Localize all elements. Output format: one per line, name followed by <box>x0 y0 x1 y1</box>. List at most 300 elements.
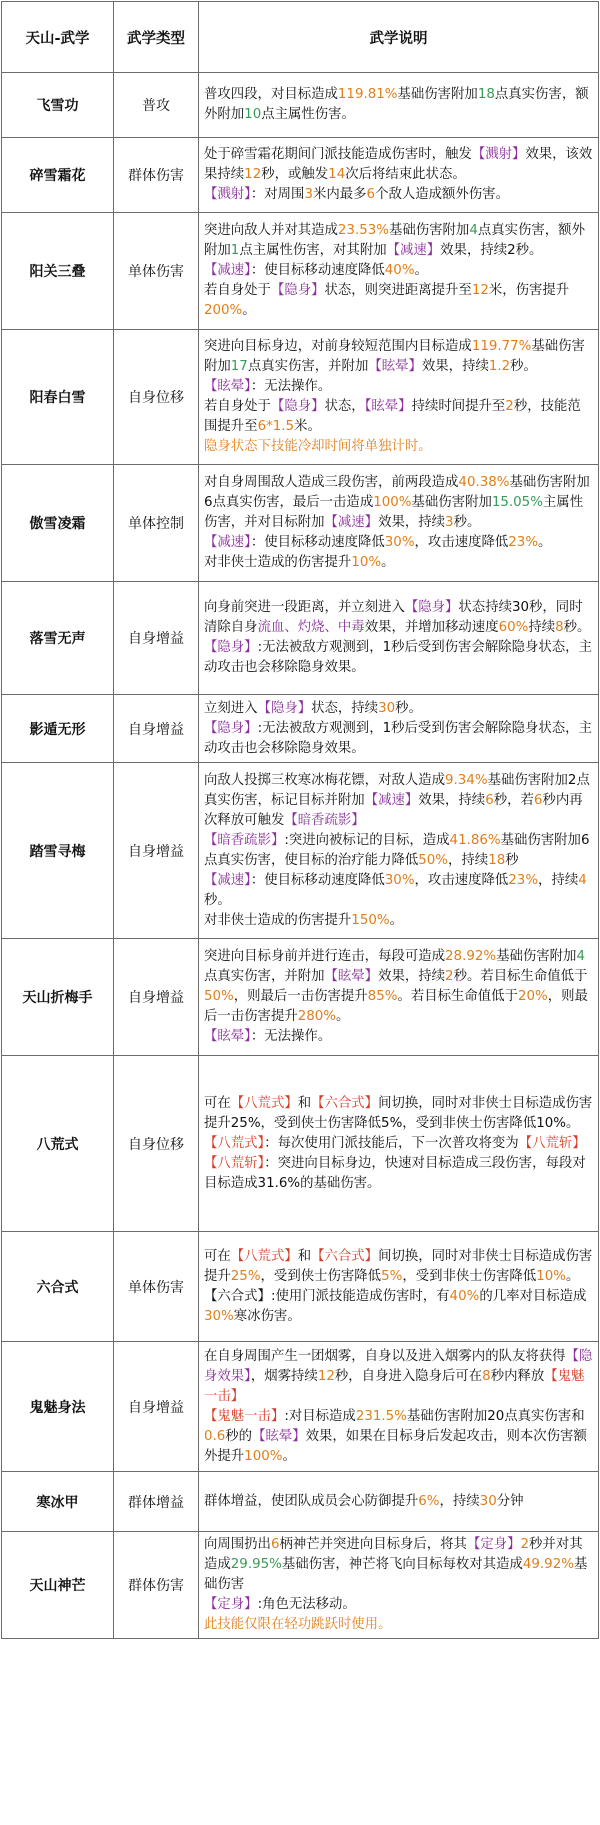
description-text: 此技能仅限在轻功跳跃时使用。 <box>204 1617 392 1632</box>
description-paragraph <box>204 533 593 553</box>
skill-name: 落雪无声 <box>2 582 114 695</box>
description-text: 秒。 <box>563 620 591 635</box>
description-text: 【八荒式】 <box>204 1135 265 1151</box>
table-body <box>2 73 599 1639</box>
description-text: 49.92% <box>522 1557 574 1572</box>
description-paragraph <box>204 947 593 1027</box>
description-text: 10% <box>351 555 382 570</box>
description-paragraph <box>204 1595 593 1615</box>
description-text: 【鬼魅一击】 <box>204 1408 285 1424</box>
description-text: 群体增益，使团队成员会心防御提升 <box>204 1493 419 1509</box>
description-text: 。若目标生命值低于 <box>397 989 518 1004</box>
skill-name: 飞雪功 <box>2 73 114 138</box>
description-text: 【隐身】 <box>257 700 312 716</box>
description-paragraph <box>204 221 593 261</box>
description-text: 突进向敌人并对其造成 <box>204 223 338 238</box>
skill-name: 天山神芒 <box>2 1532 114 1639</box>
table-row <box>2 73 599 138</box>
skill-type: 自身增益 <box>114 582 199 695</box>
description-text: 秒，技能范围提升至 <box>204 399 581 434</box>
description-text: 状态，持续 <box>311 700 379 716</box>
description-paragraph <box>204 1247 593 1287</box>
description-text: 。 <box>414 263 428 278</box>
description-text: 【隐身】 <box>270 283 325 298</box>
skill-description <box>199 582 599 695</box>
skill-type: 单体控制 <box>114 465 199 582</box>
description-text: 【定身】 <box>466 1537 521 1552</box>
skill-description <box>199 939 599 1056</box>
description-text: ，烟雾持续 <box>250 1368 318 1384</box>
description-text: ：无法操作。 <box>250 379 332 394</box>
description-paragraph <box>204 473 593 533</box>
description-paragraph <box>204 397 593 437</box>
description-text: 持续 <box>528 620 556 635</box>
description-text: 23% <box>508 535 539 550</box>
description-text: 效果，并增加移动速度 <box>364 620 499 635</box>
description-text: 1 <box>230 243 240 258</box>
description-text: 6 <box>366 187 376 202</box>
description-text: 秒，自身进入隐身后可在 <box>334 1368 483 1384</box>
description-text: 可在 <box>204 1248 231 1264</box>
description-text: 点真实伤害，并附加 <box>204 969 325 984</box>
description-text: 。 <box>242 303 256 318</box>
table-row <box>2 1056 599 1232</box>
description-text: 【六合式】:使用门派技能造成伤害时，有 <box>204 1288 450 1304</box>
description-text: 12 <box>471 283 489 298</box>
skill-name: 阳关三叠 <box>2 213 114 330</box>
description-text: 基础伤害附加2点真实伤害，标记目标并附加 <box>204 772 590 808</box>
description-text: 【八荒式】 <box>230 1248 298 1264</box>
description-text: 30% <box>384 535 415 550</box>
description-paragraph <box>204 1615 593 1635</box>
description-paragraph <box>204 1492 593 1512</box>
description-text: 4 <box>578 872 587 888</box>
description-text: 点主属性伤害，对其附加 <box>239 243 387 258</box>
description-text: ，攻击速度降低 <box>414 872 509 888</box>
description-text: 4 <box>576 949 585 964</box>
description-text: 秒。 <box>453 515 481 530</box>
description-text: 米内最多 <box>312 187 367 202</box>
skill-description <box>199 1056 599 1232</box>
skill-description <box>199 695 599 763</box>
skill-name: 傲雪凌霜 <box>2 465 114 582</box>
description-text: 【六合式】 <box>311 1248 379 1264</box>
description-text: 。 <box>389 912 403 928</box>
description-paragraph <box>204 719 593 759</box>
description-paragraph <box>204 911 593 931</box>
skill-description <box>199 330 599 465</box>
description-text: 6 <box>533 792 543 808</box>
skill-name: 踏雪寻梅 <box>2 763 114 939</box>
description-text: 2 <box>505 399 514 414</box>
description-text: ：使目标移动速度降低 <box>250 263 385 278</box>
description-text: 。 <box>381 555 395 570</box>
skill-type: 单体伤害 <box>114 213 199 330</box>
header-skill-desc: 武学说明 <box>199 2 599 73</box>
description-text: 【八荒式】 <box>230 1095 298 1111</box>
description-text: 0.6 <box>204 1428 226 1444</box>
description-text: 秒，若 <box>493 792 534 808</box>
table-row <box>2 1472 599 1532</box>
description-text: 40% <box>449 1288 480 1304</box>
skill-name: 碎雪霜花 <box>2 138 114 213</box>
description-text: 基础伤害附加 <box>496 949 577 964</box>
description-text: 【八荒斩】 <box>204 1155 265 1171</box>
table-row <box>2 1532 599 1639</box>
description-text: 点真实伤害，额外附加 <box>204 87 589 122</box>
description-text: 效果，如果在目标身后发起攻击，则本次伤害额外提升 <box>204 1428 587 1464</box>
skill-name: 天山折梅手 <box>2 939 114 1056</box>
description-text: 隐身状态下技能冷却时间将单独计时。 <box>204 439 432 454</box>
description-text: :对目标造成 <box>284 1408 356 1424</box>
description-text: 12 <box>244 167 262 182</box>
description-text: 的几率对目标造成 <box>479 1288 587 1304</box>
skill-name: 鬼魅身法 <box>2 1342 114 1472</box>
description-text: 17 <box>230 359 248 374</box>
description-text: 状态，则突进距离提升至 <box>324 283 472 298</box>
description-text: ，则最后一击伤害提升 <box>233 989 368 1004</box>
description-text: 效果，持续 <box>378 515 446 530</box>
description-text: ，持续 <box>538 872 579 888</box>
description-text: 若自身处于 <box>204 283 271 298</box>
description-text: 18 <box>488 852 506 868</box>
description-text: 和 <box>297 1095 312 1111</box>
description-text: 28.92% <box>445 949 497 964</box>
description-text: 。 <box>282 1448 296 1464</box>
description-text: 若自身处于 <box>204 399 271 414</box>
description-paragraph <box>204 771 593 831</box>
description-text: 基础伤害，神芒将飞向目标每枚对其造成 <box>281 1557 523 1572</box>
skill-type: 自身增益 <box>114 1342 199 1472</box>
skill-description <box>199 1232 599 1342</box>
description-text: 秒并对其造成 <box>204 1537 583 1572</box>
description-paragraph <box>204 1094 593 1134</box>
description-text: 主属性伤害，并对目标附加 <box>204 495 584 530</box>
table-row <box>2 939 599 1056</box>
description-text: 【隐身】 <box>204 640 258 655</box>
table-header-row <box>2 2 599 73</box>
description-paragraph <box>204 337 593 377</box>
description-text: 米。 <box>294 419 321 434</box>
description-text: 【隐身】 <box>270 399 325 414</box>
skill-type: 自身位移 <box>114 330 199 465</box>
table-row <box>2 763 599 939</box>
description-text: :角色无法移动。 <box>257 1597 356 1612</box>
description-text: 2 <box>445 969 454 984</box>
description-paragraph <box>204 85 593 125</box>
description-text: 40.38% <box>458 475 510 490</box>
description-text: 处于碎雪霜花期间门派技能造成伤害时，触发 <box>204 147 472 162</box>
description-paragraph <box>204 1154 593 1194</box>
skill-type: 自身增益 <box>114 763 199 939</box>
description-paragraph <box>204 281 593 321</box>
description-text: 次后将结束此状态。 <box>345 167 466 182</box>
description-text: 119.77% <box>471 339 532 354</box>
description-paragraph <box>204 1347 593 1407</box>
description-text: ，持续 <box>439 1493 480 1509</box>
skill-type: 群体伤害 <box>114 1532 199 1639</box>
description-text: 30 <box>378 700 396 716</box>
skill-type: 自身位移 <box>114 1056 199 1232</box>
description-paragraph <box>204 598 593 638</box>
description-text: 。 <box>538 535 552 550</box>
description-text: 【六合式】 <box>311 1095 379 1111</box>
description-text: 【隐身】 <box>404 600 459 615</box>
description-text: 秒内释放 <box>490 1368 545 1384</box>
description-text: 基础伤害附加6点真实伤害，最后一击造成 <box>204 475 590 510</box>
description-text: 【减速】 <box>204 535 251 550</box>
description-text: 6 <box>485 792 494 808</box>
skill-table <box>1 1 599 1639</box>
description-text: ，则最后一击伤害提升 <box>204 989 588 1024</box>
description-text: 基础伤害附加 <box>397 87 478 102</box>
description-text: 持续时间提升至 <box>411 399 506 414</box>
description-paragraph <box>204 377 593 397</box>
description-text: 效果，持续2秒。 <box>440 243 543 258</box>
description-text: 280% <box>297 1009 337 1024</box>
description-text: 对非侠士造成的伤害提升 <box>204 912 352 928</box>
description-text: 4 <box>469 223 478 238</box>
description-text: 点主属性伤害。 <box>261 107 355 122</box>
description-text: 10% <box>536 1268 566 1284</box>
description-text: 9.34% <box>445 772 488 788</box>
description-text: 秒。若目标生命值低于 <box>453 969 588 984</box>
description-paragraph <box>204 699 593 719</box>
description-text: 15.05% <box>491 495 543 510</box>
description-paragraph <box>204 437 593 457</box>
description-text: 6% <box>418 1493 440 1509</box>
description-text: 效果，该效果持续 <box>204 147 593 182</box>
description-text: 40% <box>384 263 415 278</box>
description-text: 向周围扔出 <box>204 1537 271 1552</box>
description-text: ，攻击速度降低 <box>414 535 509 550</box>
description-text: 【鬼魅一击】 <box>204 1368 585 1404</box>
description-text: 12 <box>317 1368 335 1384</box>
description-paragraph <box>204 638 593 678</box>
description-text: 【减速】 <box>364 792 419 808</box>
description-text: 【暗香疏影】 <box>204 832 285 848</box>
description-text: 秒，或触发 <box>261 167 329 182</box>
description-text: 【隐身效果】 <box>204 1348 593 1384</box>
description-text: 60% <box>498 620 529 635</box>
skill-name: 六合式 <box>2 1232 114 1342</box>
description-text: 寒冰伤害。 <box>233 1308 301 1324</box>
description-text: 对自身周围敌人造成三段伤害，前两段造成 <box>204 475 459 490</box>
skill-type: 群体增益 <box>114 1472 199 1532</box>
description-text: 点真实伤害，并附加 <box>247 359 369 374</box>
skill-description <box>199 465 599 582</box>
description-text: 25% <box>230 1268 261 1284</box>
description-text: 突进向目标身前并进行连击，每段可造成 <box>204 949 446 964</box>
description-text: 柄神芒并突进向目标身后，将其 <box>279 1537 467 1552</box>
description-text: 【八荒斩】 <box>518 1135 586 1151</box>
skill-name: 八荒式 <box>2 1056 114 1232</box>
description-text: 基础伤害 <box>204 1557 588 1592</box>
description-text: 可在 <box>204 1095 231 1111</box>
description-paragraph <box>204 1407 593 1467</box>
description-text: 基础伤害附加 <box>388 223 470 238</box>
skill-name: 寒冰甲 <box>2 1472 114 1532</box>
description-text: 20% <box>517 989 548 1004</box>
description-text: ：突进向目标身边，快速对目标造成三段伤害，每段对目标造成31.6%的基础伤害。 <box>204 1155 586 1191</box>
description-text: 100% <box>244 1448 283 1464</box>
description-text: 6 <box>270 1537 280 1552</box>
description-text: 3 <box>445 515 454 530</box>
description-paragraph <box>204 1535 593 1595</box>
description-paragraph <box>204 1287 593 1327</box>
description-text: 效果，持续 <box>421 359 489 374</box>
description-text: 分钟 <box>496 1493 524 1509</box>
description-paragraph <box>204 1027 593 1047</box>
description-text: 基础伤害附加 <box>204 339 585 374</box>
description-paragraph <box>204 145 593 185</box>
description-text: ：使目标移动速度降低 <box>250 872 385 888</box>
skill-type: 群体伤害 <box>114 138 199 213</box>
description-text: 对非侠士造成的伤害提升 <box>204 555 352 570</box>
table-row <box>2 138 599 213</box>
description-text: 50% <box>204 989 234 1004</box>
description-text: 秒 <box>505 852 519 868</box>
description-text: :无法被敌方观测到，1秒后受到伤害会解除隐身状态，主动攻击也会移除隐身效果。 <box>204 640 592 675</box>
description-text: 【眩晕】 <box>252 1428 306 1444</box>
table-row <box>2 1232 599 1342</box>
description-text: 和 <box>297 1248 312 1264</box>
description-text: 30 <box>479 1493 497 1509</box>
table-row <box>2 1342 599 1472</box>
description-text: 效果，持续 <box>378 969 446 984</box>
description-text: 【眩晕】 <box>368 359 422 374</box>
description-text: 。 <box>336 1009 350 1024</box>
description-text: :无法被敌方观测到，1秒后受到伤害会解除隐身状态，主动攻击也会移除隐身效果。 <box>204 720 592 756</box>
description-text: 200% <box>204 303 243 318</box>
description-text: 秒。 <box>510 359 537 374</box>
description-text: 【减速】 <box>204 263 251 278</box>
description-text: 8 <box>555 620 564 635</box>
skill-description <box>199 1532 599 1639</box>
description-text: 【暗香疏影】 <box>284 812 365 828</box>
description-text: 【眩晕】 <box>204 379 251 394</box>
skill-description <box>199 73 599 138</box>
description-text: 119.81% <box>337 87 398 102</box>
description-text: 普攻四段，对目标造成 <box>204 87 338 102</box>
description-text: 【定身】 <box>204 1597 258 1612</box>
table-row <box>2 695 599 763</box>
description-text: 米，伤害提升 <box>488 283 570 298</box>
description-text: ，持续 <box>448 852 489 868</box>
description-text: 29.95% <box>230 1557 282 1572</box>
description-text: 秒。 <box>204 892 231 908</box>
description-text: 5% <box>381 1268 403 1284</box>
description-text: 向敌人投掷三枚寒冰梅花镖，对敌人造成 <box>204 772 446 788</box>
description-text: 30% <box>204 1308 234 1324</box>
description-text: ：使目标移动速度降低 <box>250 535 385 550</box>
description-text: 1.2 <box>488 359 511 374</box>
description-text: 基础伤害附加6点真实伤害，使目标的治疗能力降低 <box>204 832 590 868</box>
description-text: ：每次使用门派技能后，下一次普攻将变为 <box>264 1135 519 1151</box>
description-text: 30% <box>384 872 415 888</box>
description-paragraph <box>204 871 593 911</box>
description-text: 【减速】 <box>386 243 441 258</box>
skill-type: 普攻 <box>114 73 199 138</box>
description-text: 在自身周围产生一团烟雾，自身以及进入烟雾内的队友将获得 <box>204 1348 566 1364</box>
table-row <box>2 465 599 582</box>
description-text: :突进向被标记的目标，造成 <box>284 832 450 848</box>
description-text: 基础伤害附加 <box>411 495 492 510</box>
description-text: 效果，持续 <box>418 792 486 808</box>
description-text: 状态持续30秒，同时清除自身 <box>204 600 583 635</box>
description-text: 。 <box>565 1268 580 1284</box>
description-text: 50% <box>418 852 449 868</box>
description-text: 间切换，同时对非侠士目标造成伤害提升 <box>204 1248 593 1284</box>
description-text: 2 <box>520 1537 530 1552</box>
description-text: 流血、灼烧、中毒 <box>257 620 365 635</box>
description-text: 231.5% <box>355 1408 407 1424</box>
description-text: 【减速】 <box>324 515 379 530</box>
skill-description <box>199 213 599 330</box>
description-text: 8 <box>482 1368 491 1384</box>
description-text: 150% <box>351 912 390 928</box>
description-text: 秒内再次释放可触发 <box>204 792 583 828</box>
description-text: 100% <box>373 495 412 510</box>
skill-type: 自身增益 <box>114 939 199 1056</box>
description-text: 立刻进入 <box>204 700 258 716</box>
description-text: 14 <box>328 167 346 182</box>
description-text: 【隐身】 <box>204 720 258 736</box>
description-text: 【眩晕】 <box>364 399 412 414</box>
description-text: 间切换，同时对非侠士目标造成伤害提升25%，受到侠士伤害降低5%，受到非侠士伤害降低10%。 <box>204 1095 593 1131</box>
skill-description <box>199 763 599 939</box>
table-row <box>2 330 599 465</box>
skill-description <box>199 1472 599 1532</box>
skill-description <box>199 138 599 213</box>
description-text: ，受到非侠士伤害降低 <box>402 1268 537 1284</box>
skill-name: 影遁无形 <box>2 695 114 763</box>
description-text: 秒。 <box>395 700 422 716</box>
skill-type: 自身增益 <box>114 695 199 763</box>
description-text: 3 <box>304 187 313 202</box>
description-text: 【溅射】 <box>471 147 526 162</box>
header-skill-type: 武学类型 <box>114 2 199 73</box>
description-text: 【溅射】 <box>204 187 251 202</box>
description-text: 基础伤害附加20点真实伤害和 <box>406 1408 585 1424</box>
description-text: 【减速】 <box>204 872 251 888</box>
description-text: ：对周围 <box>250 187 305 202</box>
description-text: 6*1.5 <box>257 419 295 434</box>
description-paragraph <box>204 1134 593 1154</box>
description-text: 个敌人造成额外伤害。 <box>375 187 509 202</box>
description-paragraph <box>204 185 593 205</box>
skill-name: 阳春白雪 <box>2 330 114 465</box>
description-paragraph <box>204 831 593 871</box>
description-text: 状态， <box>324 399 365 414</box>
description-text: ：无法操作。 <box>250 1029 332 1044</box>
description-text: 41.86% <box>449 832 501 848</box>
description-text: 突进向目标身边，对前身较短范围内目标造成 <box>204 339 472 354</box>
description-text: 点真实伤害，额外附加 <box>204 223 585 258</box>
header-skill-name: 天山-武学 <box>2 2 114 73</box>
description-text: 23.53% <box>337 223 389 238</box>
description-text: 【眩晕】 <box>324 969 379 984</box>
description-text: 向身前突进一段距离，并立刻进入 <box>204 600 405 615</box>
description-text: ，受到侠士伤害降低 <box>260 1268 382 1284</box>
skill-description <box>199 1342 599 1472</box>
description-text: 18 <box>477 87 495 102</box>
description-text: 秒的 <box>225 1428 253 1444</box>
table-row <box>2 582 599 695</box>
description-text: 85% <box>367 989 398 1004</box>
table-row <box>2 213 599 330</box>
description-text: 23% <box>508 872 539 888</box>
